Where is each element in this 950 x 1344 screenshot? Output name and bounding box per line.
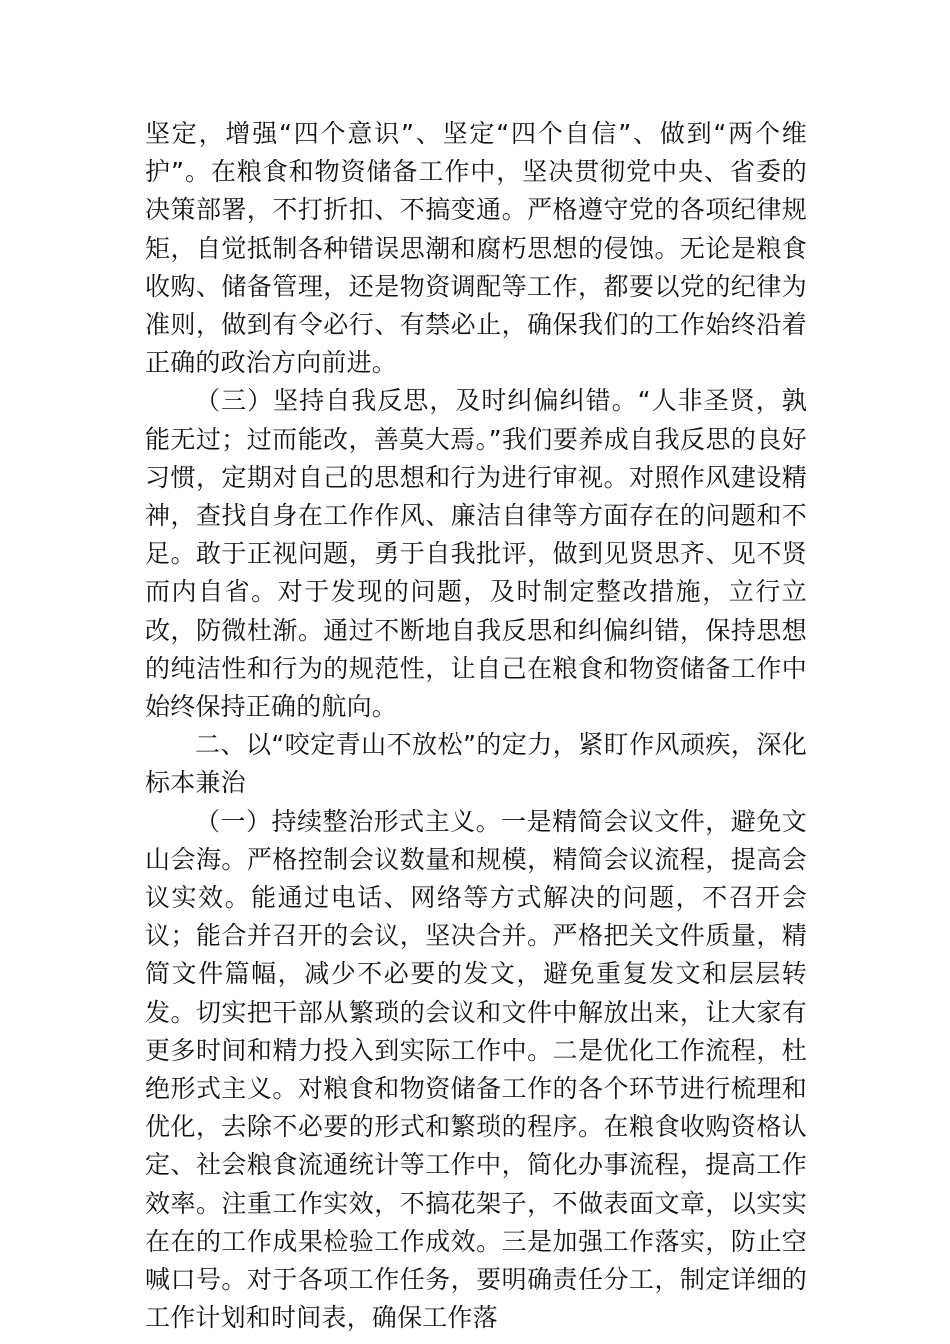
section-heading-two: 二、以“咬定青山不放松”的定力，紧盯作风顽疾，深化标本兼治 xyxy=(145,730,807,798)
paragraph-political-discipline: 坚定，增强“四个意识”、坚定“四个自信”、做到“两个维护”。在粮食和物资储备工作中，坚决贯彻党中央、省委的决策部署，不打折扣、不搞变通。严格遵守党的各项纪律规矩，自觉抵制各种错误思潮和腐朽思想的侵蚀。无论是粮食收购、储备管理，还是物资调配等工作，都要以党的纪律为准则，做到有令必行、有禁必止，确保我们的工作始终沿着正确的政治方向前进。 xyxy=(145,119,807,378)
paragraph-self-reflection: （三）坚持自我反思，及时纠偏纠错。“人非圣贤，孰能无过；过而能改，善莫大焉。”我们要养成自我反思的良好习惯，定期对自己的思想和行为进行审视。对照作风建设精神，查找自身在工作作风、廉洁自律等方面存在的问题和不足。敢于正视问题，勇于自我批评，做到见贤思齐、见不贤而内自省。对于发现的问题，及时制定整改措施，立行立改，防微杜渐。通过不断地自我反思和纠偏纠错，保持思想的纯洁性和行为的规范性，让自己在粮食和物资储备工作中始终保持正确的航向。 xyxy=(145,386,807,722)
paragraph-formalism: （一）持续整治形式主义。一是精简会议文件，避免文山会海。严格控制会议数量和规模，精简会议流程，提高会议实效。能通过电话、网络等方式解决的问题，不召开会议；能合并召开的会议，坚决合并。严格把关文件质量，精简文件篇幅，减少不必要的发文，避免重复发文和层层转发。切实把干部从繁琐的会议和文件中解放出来，让大家有更多时间和精力投入到实际工作中。二是优化工作流程，杜绝形式主义。对粮食和物资储备工作的各个环节进行梳理和优化，去除不必要的形式和繁琐的程序。在粮食收购资格认定、社会粮食流通统计等工作中，简化办事流程，提高工作效率。注重工作实效，不搞花架子，不做表面文章，以实实在在的工作成果检验工作成效。三是加强工作落实，防止空喊口号。对于各项工作任务，要明确责任分工，制定详细的工作计划和时间表，确保工作落 xyxy=(145,806,807,1333)
document-page xyxy=(145,115,807,1338)
